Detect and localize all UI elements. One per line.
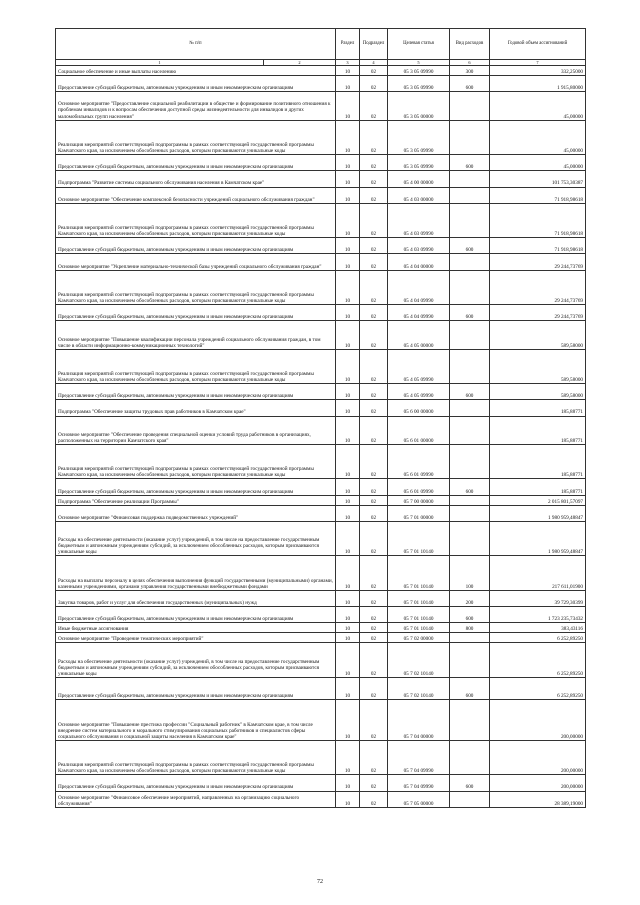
row-razdel: 10 [336, 305, 360, 321]
table-row [56, 677, 586, 699]
colnum-6: 6 [450, 60, 490, 66]
row-statya: 05 4 03 09990 [388, 203, 450, 238]
row-podrazdel: 02 [360, 76, 388, 92]
row-name: Закупка товаров, работ и услуг для обеспечения государственных (муниципальных) нужд [56, 590, 336, 606]
colnum-4: 4 [360, 60, 388, 66]
table-row [56, 444, 586, 479]
row-podrazdel: 02 [360, 740, 388, 775]
row-podrazdel: 02 [360, 479, 388, 495]
row-name: Основное мероприятие "Финансовое обеспечение мероприятий, направленных на организацию социального обслуживания" [56, 791, 336, 807]
row-razdel: 10 [336, 171, 360, 187]
row-statya: 05 3 05 09990 [388, 66, 450, 76]
row-vid: 600 [450, 677, 490, 699]
row-vid [450, 495, 490, 505]
row-razdel: 10 [336, 120, 360, 155]
row-vid: 600 [450, 479, 490, 495]
row-sum: 1 980 959,48847 [490, 521, 586, 556]
row-name: Реализация мероприятий соответствующей подпрограммы в рамках соответствующей государственной программы Камчатского края, за исключением обособленных расходов, которым присваиваются уникальные коды [56, 120, 336, 155]
row-vid [450, 187, 490, 203]
table-row [56, 479, 586, 495]
row-name: Предоставление субсидий бюджетным, автономным учреждениям и иным некоммерческим организациям [56, 305, 336, 321]
row-statya: 05 7 01 00000 [388, 505, 450, 521]
row-statya: 05 7 05 00000 [388, 791, 450, 807]
row-razdel: 10 [336, 775, 360, 791]
row-statya: 05 3 05 09990 [388, 76, 450, 92]
table-row [56, 92, 586, 120]
table-row [56, 384, 586, 400]
row-vid: 800 [450, 623, 490, 633]
table-row [56, 254, 586, 270]
row-razdel: 10 [336, 444, 360, 479]
row-podrazdel: 02 [360, 416, 388, 444]
row-name: Реализация мероприятий соответствующей подпрограммы в рамках соответствующей государственной программы Камчатского края, за исключением обособленных расходов, которым присваиваются уникальные коды [56, 203, 336, 238]
row-razdel: 10 [336, 270, 360, 305]
row-podrazdel: 02 [360, 384, 388, 400]
table-row [56, 643, 586, 678]
row-razdel: 10 [336, 740, 360, 775]
row-razdel: 10 [336, 66, 360, 76]
row-statya: 05 4 00 00000 [388, 171, 450, 187]
row-statya: 05 4 03 00000 [388, 187, 450, 203]
row-sum: 29 244,73769 [490, 270, 586, 305]
row-name: Предоставление субсидий бюджетным, автономным учреждениям и иным некоммерческим организациям [56, 775, 336, 791]
row-name: Основное мероприятие "Обеспечение комплексной безопасности учреждений социального обслуживания граждан" [56, 187, 336, 203]
row-sum: 200,00000 [490, 740, 586, 775]
row-name: Основное мероприятие "Предоставление социальной реабилитации в обществе и формирование позитивного отношения к проблемам инвалидов и к вопросам обеспечения доступной среды жизнедеятельности для инвалидов и других маломобильных групп населения" [56, 92, 336, 120]
row-razdel: 10 [336, 92, 360, 120]
row-statya: 05 7 01 10140 [388, 623, 450, 633]
row-sum: 1 723 235,73432 [490, 607, 586, 623]
row-razdel: 10 [336, 623, 360, 633]
row-razdel: 10 [336, 155, 360, 171]
row-name: Социальное обеспечение и иные выплаты населению [56, 66, 336, 76]
row-podrazdel: 02 [360, 66, 388, 76]
row-sum: 39 729,30399 [490, 590, 586, 606]
row-statya: 05 4 04 09990 [388, 305, 450, 321]
row-sum: 101 753,30387 [490, 171, 586, 187]
row-statya: 05 7 01 10140 [388, 521, 450, 556]
table-header-row [56, 29, 586, 60]
row-razdel: 10 [336, 238, 360, 254]
colnum-5: 5 [388, 60, 450, 66]
row-razdel: 10 [336, 607, 360, 623]
table-row [56, 607, 586, 623]
row-name: Реализация мероприятий соответствующей подпрограммы в рамках соответствующей государственной программы Камчатского края, за исключением обособленных расходов, которым присваиваются уникальные коды [56, 740, 336, 775]
row-vid [450, 203, 490, 238]
row-statya: 05 6 01 00000 [388, 416, 450, 444]
row-razdel: 10 [336, 349, 360, 384]
colnum-2: 2 [264, 60, 336, 66]
row-name: Предоставление субсидий бюджетным, автономным учреждениям и иным некоммерческим организациям [56, 76, 336, 92]
row-podrazdel: 02 [360, 590, 388, 606]
row-statya: 05 4 05 00000 [388, 321, 450, 349]
row-statya: 05 7 02 10140 [388, 677, 450, 699]
row-name: Основное мероприятие "Финансовая поддержка подведомственных учреждений" [56, 505, 336, 521]
row-statya: 05 4 04 00000 [388, 254, 450, 270]
row-razdel: 10 [336, 479, 360, 495]
row-podrazdel: 02 [360, 155, 388, 171]
row-name: Расходы на обеспечение деятельности (оказание услуг) учреждений, в том числе на предоставление государственным бюджетным и автономным учреждениям субсидий, за исключением обособленных расходов, которым присваиваются уникальные коды [56, 643, 336, 678]
row-razdel: 10 [336, 677, 360, 699]
table-row [56, 505, 586, 521]
row-razdel: 10 [336, 203, 360, 238]
row-podrazdel: 02 [360, 521, 388, 556]
row-name: Расходы на выплаты персоналу в целях обеспечения выполнения функций государственными (муниципальными) органами, казенными учреждениями, органами управления государственными внебюджетными фондами [56, 556, 336, 591]
row-sum: 2 015 801,57097 [490, 495, 586, 505]
row-vid [450, 740, 490, 775]
row-podrazdel: 02 [360, 187, 388, 203]
row-statya: 05 7 02 10140 [388, 643, 450, 678]
row-sum: 45,00000 [490, 120, 586, 155]
row-podrazdel: 02 [360, 305, 388, 321]
row-sum: 383,43116 [490, 623, 586, 633]
table-row [56, 495, 586, 505]
row-vid: 600 [450, 384, 490, 400]
table-row [56, 349, 586, 384]
row-vid: 600 [450, 305, 490, 321]
row-razdel: 10 [336, 400, 360, 416]
table-row [56, 120, 586, 155]
row-statya: 05 7 00 00000 [388, 495, 450, 505]
row-sum: 185,88771 [490, 416, 586, 444]
row-statya: 05 7 01 10140 [388, 556, 450, 591]
row-name: Предоставление субсидий бюджетным, автономным учреждениям и иным некоммерческим организациям [56, 155, 336, 171]
row-statya: 05 4 03 09990 [388, 238, 450, 254]
row-statya: 05 4 04 09990 [388, 270, 450, 305]
row-podrazdel: 02 [360, 270, 388, 305]
header-vid: Вид расходов [450, 29, 490, 60]
row-name: Подпрограмма "Развитие системы социального обслуживания населения в Камчатском крае" [56, 171, 336, 187]
row-name: Предоставление субсидий бюджетным, автономным учреждениям и иным некоммерческим организациям [56, 677, 336, 699]
table-row [56, 305, 586, 321]
row-sum: 589,58000 [490, 384, 586, 400]
row-name: Предоставление субсидий бюджетным, автономным учреждениям и иным некоммерческим организациям [56, 607, 336, 623]
row-vid [450, 416, 490, 444]
row-vid: 600 [450, 238, 490, 254]
row-name: Основное мероприятие "Проведение тематических мероприятий" [56, 633, 336, 643]
row-vid [450, 270, 490, 305]
row-sum: 185,88771 [490, 444, 586, 479]
table-row [56, 633, 586, 643]
row-razdel: 10 [336, 556, 360, 591]
row-vid [450, 633, 490, 643]
header-podrazdel: Подраздел [360, 29, 388, 60]
row-razdel: 10 [336, 643, 360, 678]
colnum-7: 7 [490, 60, 586, 66]
row-sum: 200,00000 [490, 775, 586, 791]
row-name: Реализация мероприятий соответствующей подпрограммы в рамках соответствующей государственной программы Камчатского края, за исключением обособленных расходов, которым присваиваются уникальные коды [56, 444, 336, 479]
table-row [56, 238, 586, 254]
row-sum: 332,25000 [490, 66, 586, 76]
row-vid: 200 [450, 590, 490, 606]
table-row [56, 321, 586, 349]
table-row [56, 590, 586, 606]
row-razdel: 10 [336, 505, 360, 521]
table-row [56, 400, 586, 416]
row-vid [450, 349, 490, 384]
row-sum: 71 918,98618 [490, 203, 586, 238]
row-name: Подпрограмма "Обеспечение реализации Программы" [56, 495, 336, 505]
row-statya: 05 7 01 10140 [388, 607, 450, 623]
row-sum: 200,00000 [490, 700, 586, 741]
row-razdel: 10 [336, 416, 360, 444]
table-row [56, 155, 586, 171]
header-razdel: Раздел [336, 29, 360, 60]
row-vid [450, 321, 490, 349]
row-sum: 185,88771 [490, 479, 586, 495]
budget-table [55, 28, 586, 808]
row-vid: 600 [450, 607, 490, 623]
row-statya: 05 7 01 10140 [388, 590, 450, 606]
table-row [56, 171, 586, 187]
row-vid: 600 [450, 775, 490, 791]
row-vid [450, 791, 490, 807]
row-podrazdel: 02 [360, 444, 388, 479]
table-row [56, 66, 586, 76]
row-razdel: 10 [336, 254, 360, 270]
header-sum: Годовой объем ассигнований [490, 29, 586, 60]
row-name: Основное мероприятие "Укрепление материально-технической базы учреждений социального обслуживания граждан" [56, 254, 336, 270]
table-row [56, 556, 586, 591]
table-row [56, 416, 586, 444]
row-razdel: 10 [336, 791, 360, 807]
row-statya: 05 6 00 00000 [388, 400, 450, 416]
row-razdel: 10 [336, 700, 360, 741]
row-podrazdel: 02 [360, 775, 388, 791]
row-podrazdel: 02 [360, 633, 388, 643]
row-name: Основное мероприятие "Повышение квалификации персонала учреждений социального обслуживания граждан, в том числе в области информационно-коммуникационных технологий" [56, 321, 336, 349]
row-statya: 05 4 05 09990 [388, 384, 450, 400]
colnum-3: 3 [336, 60, 360, 66]
row-sum: 589,58000 [490, 321, 586, 349]
row-podrazdel: 02 [360, 171, 388, 187]
row-vid [450, 521, 490, 556]
table-row [56, 623, 586, 633]
row-vid [450, 120, 490, 155]
row-podrazdel: 02 [360, 556, 388, 591]
row-name: Реализация мероприятий соответствующей подпрограммы в рамках соответствующей государственной программы Камчатского края, за исключением обособленных расходов, которым присваиваются уникальные коды [56, 349, 336, 384]
row-name: Расходы на обеспечение деятельности (оказание услуг) учреждений, в том числе на предоставление государственным бюджетным и автономным учреждениям субсидий, за исключением обособленных расходов, которым присваиваются уникальные коды [56, 521, 336, 556]
row-razdel: 10 [336, 187, 360, 203]
row-sum: 29 244,73769 [490, 254, 586, 270]
row-statya: 05 7 02 00000 [388, 633, 450, 643]
row-statya: 05 3 05 09990 [388, 120, 450, 155]
table-row [56, 700, 586, 741]
row-podrazdel: 02 [360, 643, 388, 678]
row-podrazdel: 02 [360, 495, 388, 505]
table-row [56, 740, 586, 775]
row-name: Иные бюджетные ассигнования [56, 623, 336, 633]
row-sum: 185,88771 [490, 400, 586, 416]
row-name: Предоставление субсидий бюджетным, автономным учреждениям и иным некоммерческим организациям [56, 479, 336, 495]
page-number: 72 [317, 879, 323, 885]
row-podrazdel: 02 [360, 607, 388, 623]
row-name: Предоставление субсидий бюджетным, автономным учреждениям и иным некоммерческим организациям [56, 384, 336, 400]
row-sum: 28 389,19000 [490, 791, 586, 807]
row-razdel: 10 [336, 384, 360, 400]
row-podrazdel: 02 [360, 791, 388, 807]
row-podrazdel: 02 [360, 623, 388, 633]
row-vid: 600 [450, 155, 490, 171]
row-vid [450, 400, 490, 416]
table-row [56, 270, 586, 305]
row-name: Основное мероприятие "Повышение престижа профессии "Социальный работник" в Камчатском крае, в том числе внедрение систем материального и морального стимулирования социальных работников и специалистов сферы социального обслуживания и социальной защиты населения в Камчатском крае" [56, 700, 336, 741]
row-razdel: 10 [336, 633, 360, 643]
row-vid: 300 [450, 66, 490, 76]
row-name: Реализация мероприятий соответствующей подпрограммы в рамках соответствующей государственной программы Камчатского края, за исключением обособленных расходов, которым присваиваются уникальные коды [56, 270, 336, 305]
row-sum: 6 252,89250 [490, 677, 586, 699]
row-vid [450, 700, 490, 741]
row-sum: 29 244,73769 [490, 305, 586, 321]
table-row [56, 76, 586, 92]
table-row [56, 521, 586, 556]
header-number: № п/п [56, 29, 336, 60]
row-statya: 05 7 04 00000 [388, 700, 450, 741]
row-vid [450, 505, 490, 521]
row-name: Основное мероприятие "Обеспечение проведения специальной оценки условий труда работников в организациях, расположенных на территории Камчатского края" [56, 416, 336, 444]
row-podrazdel: 02 [360, 400, 388, 416]
row-vid: 100 [450, 556, 490, 591]
row-sum: 589,58000 [490, 349, 586, 384]
row-podrazdel: 02 [360, 700, 388, 741]
row-sum: 45,00000 [490, 92, 586, 120]
row-vid [450, 444, 490, 479]
row-vid [450, 643, 490, 678]
row-sum: 6 252,89250 [490, 633, 586, 643]
row-sum: 1 980 959,48847 [490, 505, 586, 521]
table-body [56, 29, 586, 808]
row-statya: 05 3 05 09990 [388, 155, 450, 171]
table-row [56, 187, 586, 203]
row-statya: 05 7 04 09990 [388, 740, 450, 775]
row-statya: 05 3 05 00000 [388, 92, 450, 120]
colnum-1: 1 [56, 60, 264, 66]
row-razdel: 10 [336, 76, 360, 92]
table-row [56, 775, 586, 791]
row-vid [450, 254, 490, 270]
row-podrazdel: 02 [360, 203, 388, 238]
header-statya: Целевая статья [388, 29, 450, 60]
row-sum: 217 611,01900 [490, 556, 586, 591]
row-vid [450, 171, 490, 187]
row-statya: 05 6 01 09990 [388, 479, 450, 495]
row-podrazdel: 02 [360, 677, 388, 699]
row-name: Предоставление субсидий бюджетным, автономным учреждениям и иным некоммерческим организациям [56, 238, 336, 254]
table-row [56, 203, 586, 238]
row-statya: 05 7 04 09990 [388, 775, 450, 791]
row-statya: 05 6 01 09990 [388, 444, 450, 479]
row-name: Подпрограмма "Обеспечение защиты трудовых прав работников в Камчатском крае" [56, 400, 336, 416]
row-vid: 600 [450, 76, 490, 92]
row-podrazdel: 02 [360, 505, 388, 521]
row-podrazdel: 02 [360, 349, 388, 384]
row-podrazdel: 02 [360, 321, 388, 349]
row-razdel: 10 [336, 495, 360, 505]
document-page [55, 28, 585, 808]
row-sum: 6 252,89250 [490, 643, 586, 678]
row-podrazdel: 02 [360, 120, 388, 155]
row-podrazdel: 02 [360, 254, 388, 270]
row-sum: 71 918,98618 [490, 187, 586, 203]
row-statya: 05 4 05 09990 [388, 349, 450, 384]
row-sum: 71 918,98618 [490, 238, 586, 254]
row-razdel: 10 [336, 590, 360, 606]
row-vid [450, 92, 490, 120]
table-row [56, 791, 586, 807]
row-sum: 1 915,80000 [490, 76, 586, 92]
row-razdel: 10 [336, 521, 360, 556]
row-podrazdel: 02 [360, 92, 388, 120]
row-podrazdel: 02 [360, 238, 388, 254]
row-sum: 45,00000 [490, 155, 586, 171]
row-razdel: 10 [336, 321, 360, 349]
